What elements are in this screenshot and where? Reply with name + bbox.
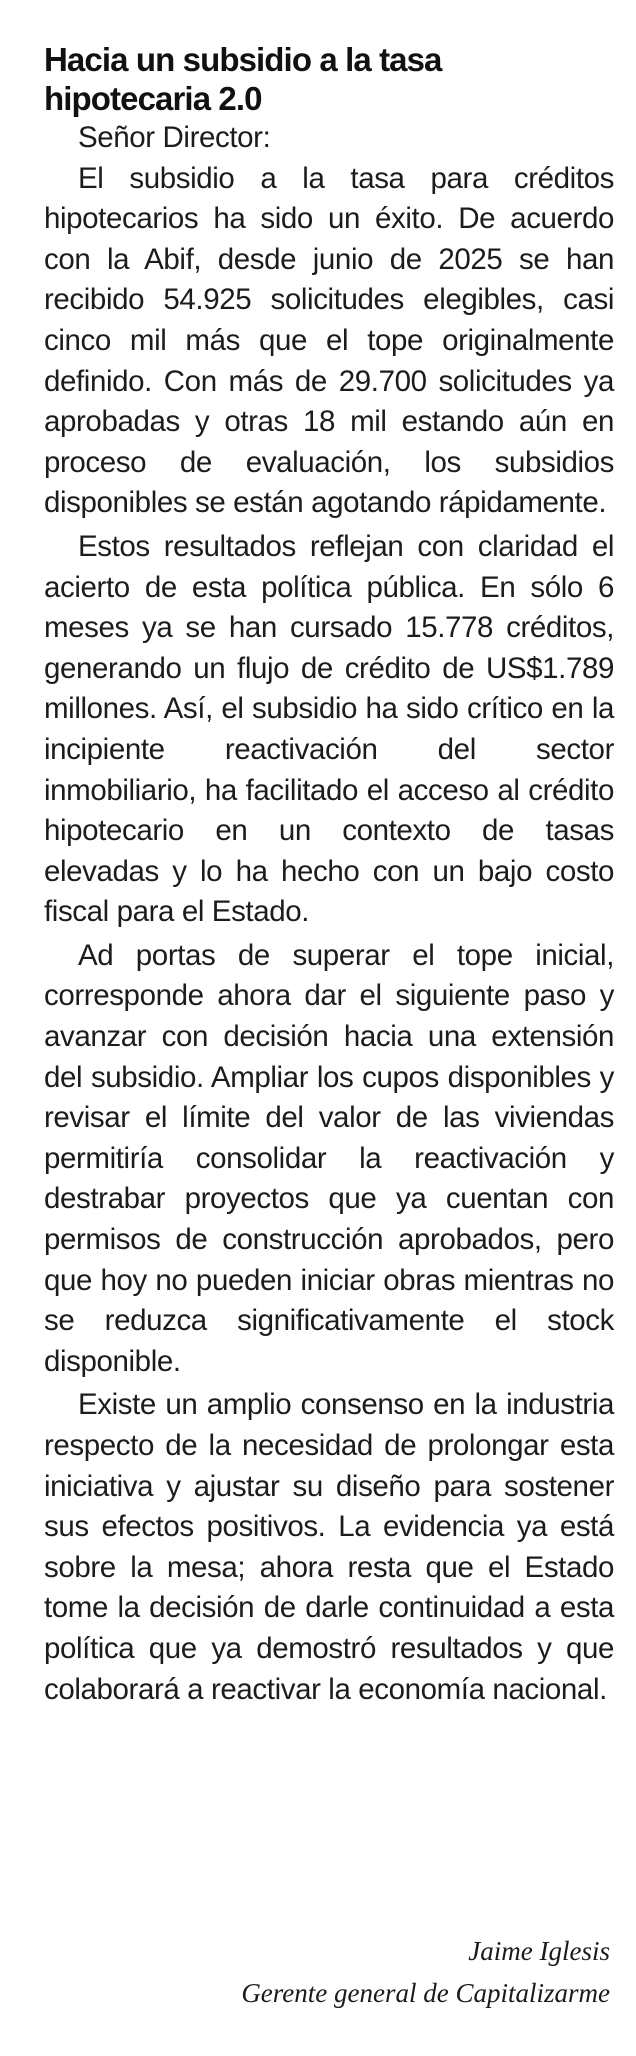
paragraph-2: Estos resultados reflejan con claridad el acierto de esta política pública. En sólo 6 meses ya se han cursado 15.778 créditos, generando un flujo de crédito de US$1.789 millones. Así, el subsidio ha sido crítico en la incipiente reactivación del sector inmobiliario, ha facilitado el acceso al crédito hipotecario en un contexto de tasas elevadas y lo ha hecho con un bajo costo fiscal para el Estado. — [44, 529, 614, 929]
paragraph-3: Ad portas de superar el tope inicial, corresponde ahora dar el siguiente paso y avanzar con decisión hacia una extensión del subsidio. Ampliar los cupos disponibles y revisar el límite del valor de las viviendas permitiría consolidar la reactivación y destrabar proyectos que ya cuentan con permisos de construcción aprobados, pero que hoy no pueden iniciar obras mientras no se reduzca significativamente el stock disponible. — [44, 938, 614, 1378]
letter-to-editor — [44, 40, 614, 1710]
headline — [44, 40, 614, 118]
paragraph-1: El subsidio a la tasa para créditos hipotecarios ha sido un éxito. De acuerdo con la Abif, desde junio de 2025 se han recibido 54.925 solicitudes elegibles, casi cinco mil más que el tope originalmente definido. Con más de 29.700 solicitudes ya aprobadas y otras 18 mil estando aún en proceso de evaluación, los subsidios disponibles se están agotando rápidamente. — [44, 161, 614, 520]
salutation: Señor Director: — [78, 121, 271, 154]
signature-title: Gerente general de Capitalizarme — [241, 1978, 610, 2008]
signature-name: Jaime Iglesis — [468, 1936, 610, 1966]
headline-line-1: Hacia un subsidio a la tasa — [44, 41, 442, 78]
letter-body — [44, 118, 614, 1710]
headline-line-2: hipotecaria 2.0 — [44, 80, 262, 117]
paragraph-4: Existe un amplio consenso en la industria respecto de la necesidad de prolongar esta iniciativa y ajustar su diseño para sostener sus efectos positivos. La evidencia ya está sobre la mesa; ahora resta que el Estado tome la decisión de darle continuidad a esta política que ya demostró resultados y que colaborará a reactivar la economía nacional. — [44, 1388, 614, 1706]
signature-block — [241, 1930, 610, 2014]
